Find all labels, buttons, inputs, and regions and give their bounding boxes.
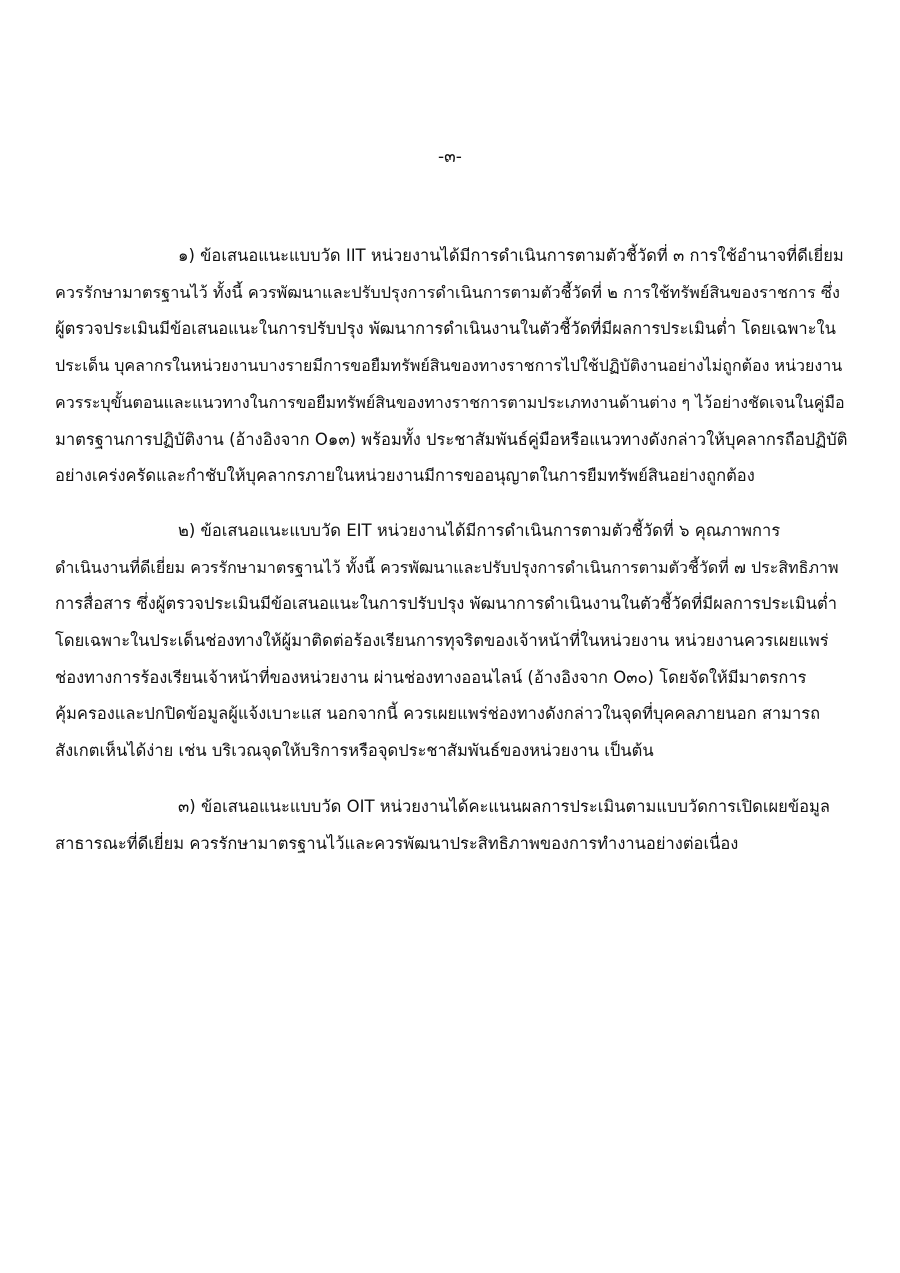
paragraph-1-line-4: ประเด็น บุคลากรในหน่วยงานบางรายมีการขอยืมทรัพย์สินของทางราชการไปใช้ปฏิบัติงานอย่างไม่ถูกต้อง หน่วยงาน (55, 356, 843, 375)
paragraph-2-line-1: ๒) ข้อเสนอแนะแบบวัด EIT หน่วยงานได้มีการดำเนินการตามตัวชี้วัดที่ ๖ คุณภาพการ (178, 521, 781, 540)
paragraph-1-line-1: ๑) ข้อเสนอแนะแบบวัด IIT หน่วยงานได้มีการดำเนินการตามตัวชี้วัดที่ ๓ การใช้อำนาจที่ดีเยี่ยม (178, 246, 844, 265)
paragraph-2-line-3: การสื่อสาร ซึ่งผู้ตรวจประเมินมีข้อเสนอแนะในการปรับปรุง พัฒนาการดำเนินงานในตัวชี้วัดที่มีผลการประเมินต่ำ (55, 594, 837, 613)
paragraph-2-line-5: ช่องทางการร้องเรียนเจ้าหน้าที่ของหน่วยงาน ผ่านช่องทางออนไลน์ (อ้างอิงจาก O๓๐) โดยจัดให้มีมาตรการ (55, 668, 807, 687)
paragraph-3-line-2: สาธารณะที่ดีเยี่ยม ควรรักษามาตรฐานไว้และควรพัฒนาประสิทธิภาพของการทำงานอย่างต่อเนื่อง (55, 834, 739, 853)
paragraph-1-line-6: มาตรฐานการปฏิบัติงาน (อ้างอิงจาก O๑๓) พร้อมทั้ง ประชาสัมพันธ์คู่มือหรือแนวทางดังกล่าวให้บุคลากรถือปฏิบัติ (55, 430, 848, 449)
paragraph-1-line-7: อย่างเคร่งครัดและกำชับให้บุคลากรภายในหน่วยงานมีการขออนุญาตในการยืมทรัพย์สินอย่างถูกต้อง (55, 466, 755, 485)
paragraph-1-line-2: ควรรักษามาตรฐานไว้ ทั้งนี้ ควรพัฒนาและปรับปรุงการดำเนินการตามตัวชี้วัดที่ ๒ การใช้ทรัพย์สินของราชการ ซึ่ง (55, 283, 840, 302)
paragraph-1-line-3: ผู้ตรวจประเมินมีข้อเสนอแนะในการปรับปรุง พัฒนาการดำเนินงานในตัวชี้วัดที่มีผลการประเมินต่ำ โดยเฉพาะใน (55, 319, 836, 338)
paragraph-2-line-7: สังเกตเห็นได้ง่าย เช่น บริเวณจุดให้บริการหรือจุดประชาสัมพันธ์ของหน่วยงาน เป็นต้น (55, 741, 654, 760)
paragraph-3-line-1: ๓) ข้อเสนอแนะแบบวัด OIT หน่วยงานได้คะแนนผลการประเมินตามแบบวัดการเปิดเผยข้อมูล (178, 797, 831, 816)
paragraph-1-line-5: ควรระบุขั้นตอนและแนวทางในการขอยืมทรัพย์สินของทางราชการตามประเภทงานด้านต่าง ๆ ไว้อย่างชัดเจนในคู่มือ (55, 393, 845, 412)
page-number: -๓- (438, 147, 462, 167)
paragraph-2-line-2: ดำเนินงานที่ดีเยี่ยม ควรรักษามาตรฐานไว้ ทั้งนี้ ควรพัฒนาและปรับปรุงการดำเนินการตามตัวชี้วัดที่ ๗ ประสิทธิภาพ (55, 558, 839, 577)
paragraph-2-line-6: คุ้มครองและปกปิดข้อมูลผู้แจ้งเบาะแส นอกจากนี้ ควรเผยแพร่ช่องทางดังกล่าวในจุดที่บุคคลภายนอก สามารถ (55, 704, 821, 723)
paragraph-2-line-4: โดยเฉพาะในประเด็นช่องทางให้ผู้มาติดต่อร้องเรียนการทุจริตของเจ้าหน้าที่ในหน่วยงาน หน่วยงานควรเผยแพร่ (55, 631, 829, 650)
